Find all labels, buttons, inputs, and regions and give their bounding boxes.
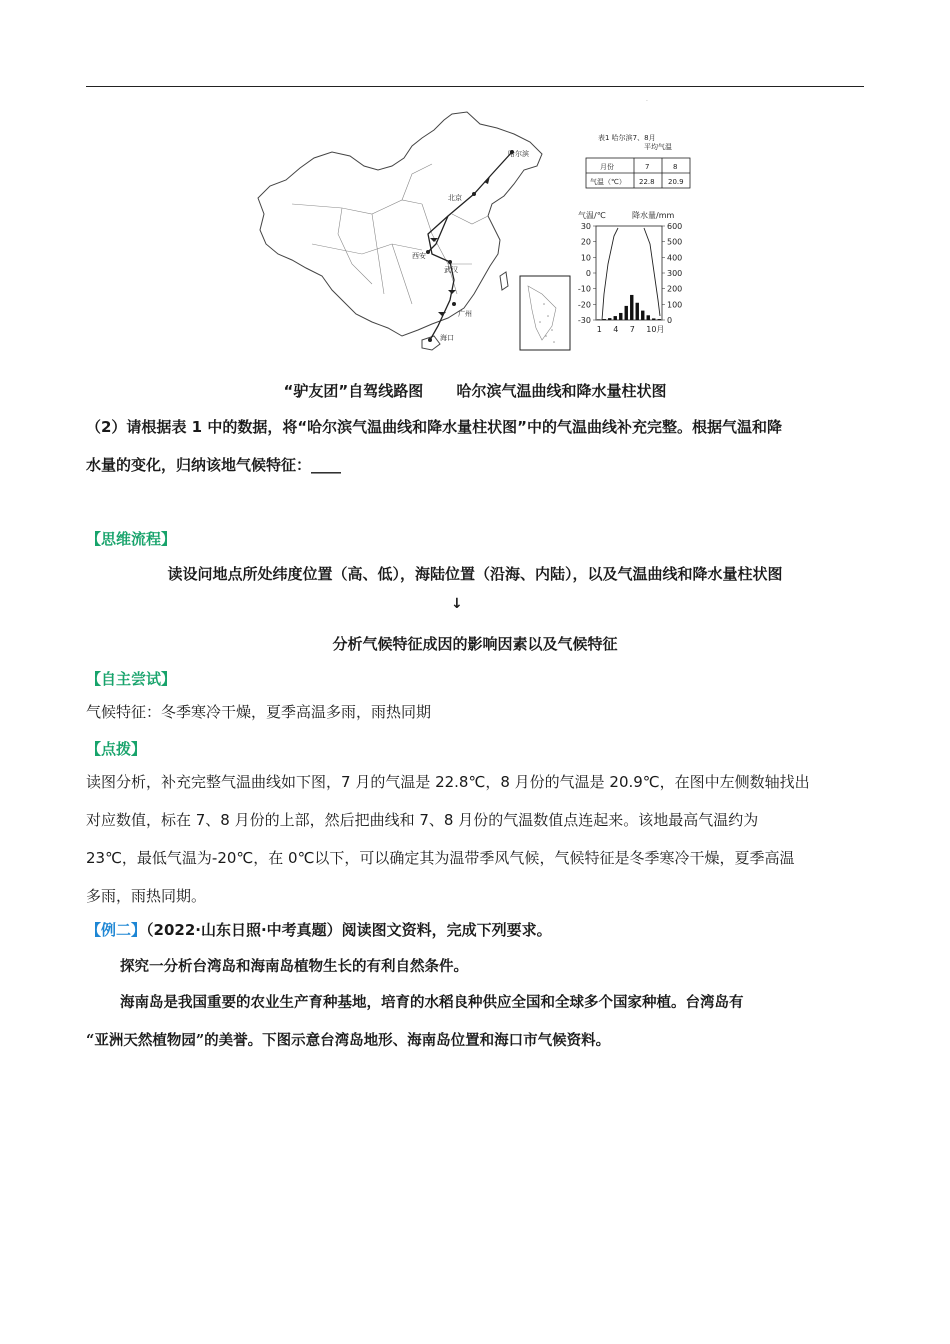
precip-bars bbox=[597, 295, 661, 320]
precip-bar bbox=[603, 319, 606, 320]
hint-line1: 读图分析，补充完整气温曲线如下图，7 月的气温是 22.8℃，8 月份的气温是 20.9℃，在图中左侧数轴找出 bbox=[86, 773, 810, 791]
left-ticks bbox=[578, 222, 591, 325]
left-tick-label: 30 bbox=[580, 222, 591, 231]
hint-line2: 对应数值，标在 7、8 月份的上部，然后把曲线和 7、8 月份的气温数值点连起来。该地最高气温约为 bbox=[86, 811, 759, 829]
right-tick-label: 100 bbox=[667, 300, 683, 310]
x-tick-label: 4 bbox=[613, 325, 619, 334]
left-tick-label: 10 bbox=[580, 253, 591, 263]
x-ticks bbox=[597, 325, 665, 334]
figure-map-and-chart bbox=[252, 104, 702, 356]
precip-bar bbox=[608, 318, 611, 320]
hint-line3: 23℃，最低气温为-20℃，在 0℃以下，可以确定其为温带季风气候，气候特征是冬季寒冷干燥，夏季高温 bbox=[86, 849, 795, 867]
city-label-xian: 西安 bbox=[412, 252, 426, 260]
chart-ylabel-right: 降水量/mm bbox=[632, 211, 675, 220]
right-tick-label: 0 bbox=[667, 316, 673, 325]
question-line1: （2）请根据表 1 中的数据，将“哈尔滨气温曲线和降水量柱状图”中的气温曲线补充完整。根据气温和降 bbox=[86, 418, 783, 436]
left-tick-label: 0 bbox=[585, 269, 591, 278]
example2-tag: 【例二】 bbox=[86, 921, 147, 939]
right-tick-label: 300 bbox=[667, 269, 683, 278]
thinking-step1: 读设问地点所处纬度位置（高、低），海陆位置（沿海、内陆），以及气温曲线和降水量柱状图 bbox=[167, 565, 783, 583]
right-ticks bbox=[667, 222, 682, 325]
precip-bar bbox=[597, 319, 600, 320]
climate-chart bbox=[578, 210, 682, 334]
example2-source: （2022·山东日照·中考真题）阅读图文资料，完成下列要求。 bbox=[146, 921, 552, 939]
table-row-label: 气温（℃） bbox=[590, 178, 626, 186]
city-label-beijing: 北京 bbox=[448, 194, 462, 202]
down-arrow-icon: ↓ bbox=[451, 596, 463, 612]
precip-bar bbox=[614, 316, 617, 320]
left-tick-label: -10 bbox=[577, 284, 591, 294]
precip-bar bbox=[636, 303, 639, 320]
table-header-month: 月份 bbox=[600, 163, 614, 171]
hint-line4: 多雨，雨热同期。 bbox=[86, 887, 207, 905]
left-tick-label: 20 bbox=[580, 237, 591, 247]
table-value-7: 22.8 bbox=[639, 178, 655, 186]
city-label-haikou: 海口 bbox=[440, 334, 454, 342]
city-label-harbin: 哈尔滨 bbox=[508, 150, 529, 158]
chart-frame bbox=[596, 226, 662, 320]
page-dot: . bbox=[646, 96, 648, 103]
china-outline bbox=[258, 112, 542, 336]
china-map bbox=[258, 112, 542, 350]
city-label-guangzhou: 广州 bbox=[458, 310, 472, 318]
right-tick-label: 500 bbox=[667, 237, 683, 247]
precip-bar bbox=[630, 295, 633, 320]
chart-caption: 哈尔滨气温曲线和降水量柱状图 bbox=[456, 382, 667, 400]
self-try-text: 气候特征：冬季寒冷干燥，夏季高温多雨，雨热同期 bbox=[86, 703, 432, 721]
thinking-step2: 分析气候特征成因的影响因素以及气候特征 bbox=[332, 635, 618, 653]
precip-bar bbox=[625, 306, 628, 320]
left-tick-label: -20 bbox=[577, 300, 591, 310]
example2-line2: 海南岛是我国重要的农业生产育种基地，培育的水稻良种供应全国和全球多个国家种植。台湾岛有 bbox=[120, 994, 744, 1011]
precip-bar bbox=[619, 313, 622, 320]
right-tick-label: 200 bbox=[667, 284, 683, 294]
taiwan-island bbox=[500, 272, 508, 290]
table-1 bbox=[586, 133, 690, 188]
chart-ylabel-left: 气温/℃ bbox=[578, 211, 606, 220]
thinking-tag: 【思维流程】 bbox=[86, 530, 177, 548]
header-rule bbox=[86, 86, 864, 87]
self-try-tag: 【自主尝试】 bbox=[86, 670, 177, 688]
city-label-wuhan: 武汉 bbox=[444, 266, 458, 274]
right-tick-label: 600 bbox=[667, 222, 683, 231]
hint-tag: 【点拨】 bbox=[86, 740, 147, 758]
precip-bar bbox=[658, 319, 661, 320]
city-labels bbox=[412, 149, 529, 342]
precip-bar bbox=[652, 318, 655, 320]
question-line2: 水量的变化，归纳该地气候特征：____ bbox=[86, 456, 342, 474]
table-caption-line2: 平均气温 bbox=[644, 143, 672, 151]
province-lines bbox=[292, 164, 488, 304]
example2-heading bbox=[86, 911, 866, 949]
map-caption: “驴友团”自驾线路图 bbox=[283, 382, 424, 400]
x-tick-label: 1 bbox=[596, 325, 602, 334]
left-tick-label: -30 bbox=[577, 316, 591, 325]
south-china-sea-inset bbox=[520, 276, 570, 350]
example2-line3: “亚洲天然植物园”的美誉。下图示意台湾岛地形、海南岛位置和海口市气候资料。 bbox=[86, 1032, 611, 1049]
figure-captions bbox=[0, 380, 950, 401]
example2-line1: 探究一分析台湾岛和海南岛植物生长的有利自然条件。 bbox=[120, 958, 468, 975]
right-tick-label: 400 bbox=[667, 253, 683, 263]
x-tick-label: 7 bbox=[629, 325, 635, 334]
table-value-8: 20.9 bbox=[668, 178, 684, 186]
table-header-7: 7 bbox=[645, 163, 650, 171]
x-tick-label: 10月 bbox=[646, 325, 665, 334]
table-caption-line1: 表1 哈尔滨7、8月 bbox=[598, 134, 656, 142]
table-header-8: 8 bbox=[673, 163, 678, 171]
precip-bar bbox=[647, 315, 650, 320]
precip-bar bbox=[641, 311, 644, 320]
